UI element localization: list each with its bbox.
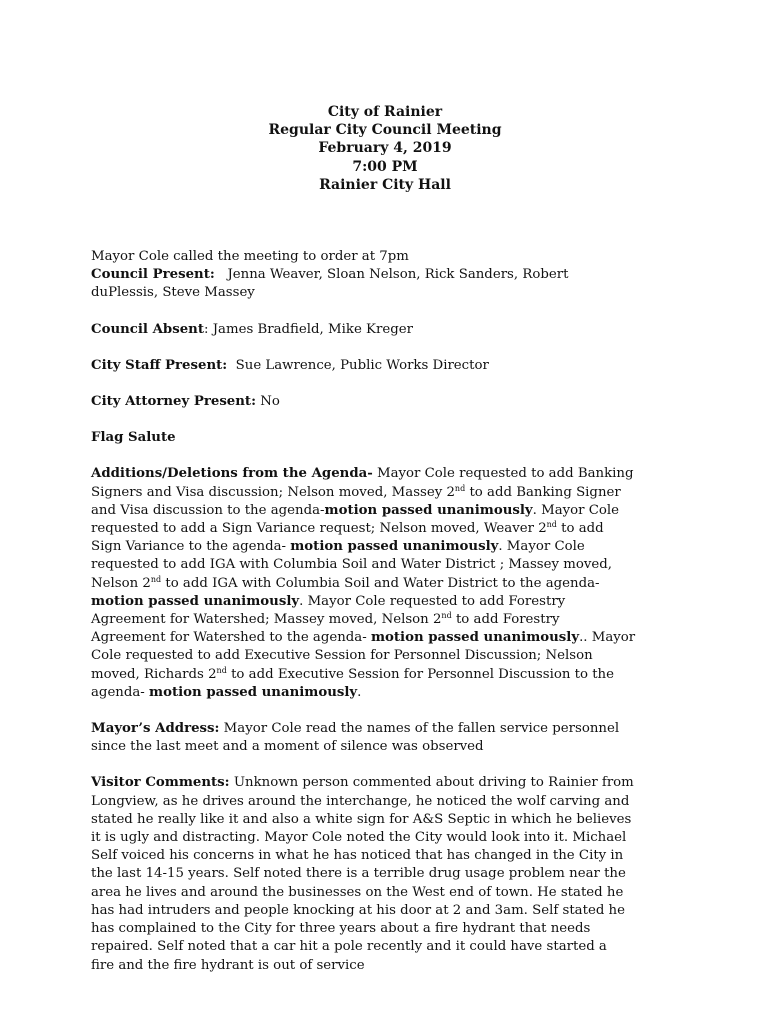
- additions-label: Additions/Deletions from the Agenda-: [91, 466, 373, 482]
- header-time: 7:00 PM: [352, 158, 418, 175]
- visitor-comments-label: Visitor Comments:: [91, 775, 230, 791]
- city-staff-label: City Staff Present:: [91, 357, 228, 373]
- city-attorney-section: [91, 393, 681, 411]
- council-present-label: Council Present:: [91, 267, 215, 283]
- flag-salute-heading: Flag Salute: [91, 430, 176, 446]
- city-attorney-label: City Attorney Present:: [91, 394, 256, 410]
- mayors-address-label: Mayor’s Address:: [91, 721, 220, 737]
- council-present-line: [91, 266, 681, 284]
- city-staff-section: [91, 357, 681, 375]
- minutes-body: [91, 248, 681, 993]
- council-present-continued: duPlessis, Steve Massey: [91, 285, 255, 301]
- city-attorney-value: No: [260, 394, 280, 410]
- flag-salute-section: [91, 429, 681, 447]
- header-date: February 4, 2019: [318, 140, 452, 157]
- motion-passed-1: motion passed unanimously: [324, 502, 533, 518]
- call-to-order: Mayor Cole called the meeting to order at 7pm: [91, 249, 409, 264]
- attendance-section: [91, 248, 681, 303]
- visitor-comments-section: Visitor Comments: Unknown person commented about driving to Rainier from Longview, as he drives around the interchange, he noticed the wolf carving and stated he really like it and also a white sign for A&S Septic in which he believes it is ugly and distracting. Mayor Cole noted the City would look into it. Michael Self voiced his concerns in what he has noticed that has changed in the City in the last 14-15 years. Self noted there is a terrible drug usage problem near the area he lives and around the businesses on the West end of town. He stated he has had intruders and people knocking at his door at 2 and 3am. Self stated he has complained to the City for three years about a fire hydrant that needs repaired. Self noted that a car hit a pole recently and it could have started a fire and the fire hydrant is out of service: [91, 775, 634, 973]
- council-present-value: Jenna Weaver, Sloan Nelson, Rick Sanders, Robert: [227, 267, 569, 283]
- document-header: [0, 103, 770, 194]
- council-absent-value: : James Bradfield, Mike Kreger: [204, 321, 413, 337]
- city-staff-value: Sue Lawrence, Public Works Director: [235, 357, 489, 373]
- header-city: City of Rainier: [327, 104, 443, 120]
- additions-deletions-section: Additions/Deletions from the Agenda- Mayor Cole requested to add Banking Signers and Visa discussion; Nelson moved, Massey 2nd to add Banking Signer and Visa discussion to the agenda-motion passed unanimously. Mayor Cole requested to add a Sign Variance request; Nelson moved, Weaver 2nd to add Sign Variance to the agenda- motion passed unanimously. Mayor Cole requested to add IGA with Columbia Soil and Water District ; Massey moved, Nelson 2nd to add IGA with Columbia Soil and Water District to the agenda- motion passed unanimously. Mayor Cole requested to add Forestry Agreement for Watershed; Massey moved, Nelson 2nd to add Forestry Agreement for Watershed to the agenda- motion passed unanimously.. Mayor Cole requested to add Executive Session for Personnel Discussion; Nelson moved, Richards 2nd to add Executive Session for Personnel Discussion to the agenda- motion passed unanimously.: [91, 466, 636, 700]
- motion-passed-3: motion passed unanimously: [91, 593, 300, 609]
- motion-passed-5: motion passed unanimously: [149, 684, 358, 700]
- council-absent-label: Council Absent: [91, 321, 204, 337]
- header-location: Rainier City Hall: [319, 176, 451, 193]
- mayors-address-section: Mayor’s Address: Mayor Cole read the names of the fallen service personnel since the last meet and a moment of silence was observed: [91, 721, 620, 755]
- header-meeting-type: Regular City Council Meeting: [268, 122, 502, 139]
- motion-passed-2: motion passed unanimously: [290, 539, 499, 555]
- council-absent-section: [91, 321, 681, 339]
- motion-passed-4: motion passed unanimously: [370, 630, 580, 646]
